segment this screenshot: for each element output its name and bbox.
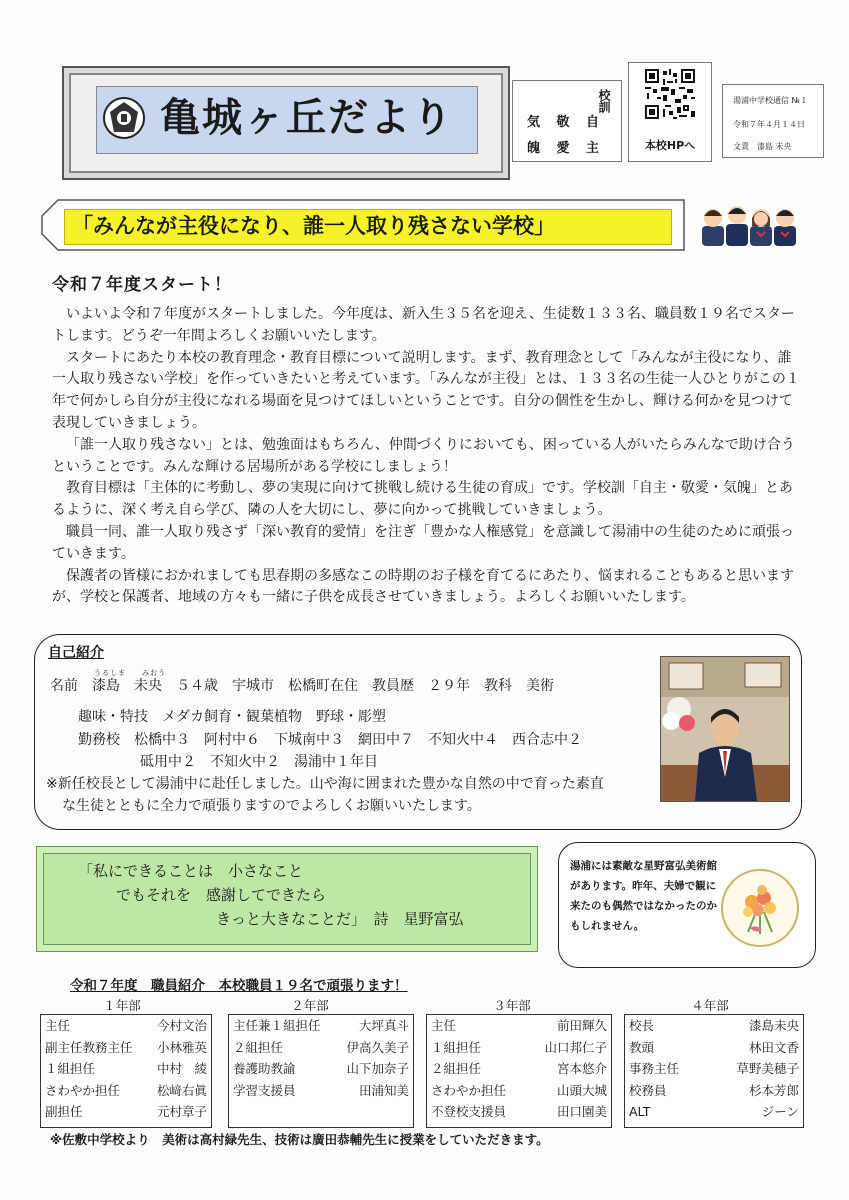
poem-line-2: でもそれを 感謝してできたら xyxy=(116,886,327,904)
staff-role: ALT xyxy=(629,1104,651,1120)
intro-name-line: 名前 漆島 未央 ５４歳 宇城市 松橋町在住 教員歴 ２９年 教科 美術 xyxy=(50,678,554,694)
staff-row xyxy=(229,1037,413,1059)
principal-message xyxy=(52,304,804,609)
issue-info-box xyxy=(722,84,824,158)
staff-heading: 令和７年度 職員紹介 本校職員１９名で頑張ります！ xyxy=(70,978,408,994)
school-emblem-icon xyxy=(102,96,146,140)
staff-name: ジーン xyxy=(761,1104,799,1120)
school-slogan: 「みんなが主役になり、誰一人取り残さない学校」 xyxy=(72,214,555,238)
staff-name: 大坪真斗 xyxy=(358,1018,409,1033)
staff-role: 事務主任 xyxy=(629,1061,680,1077)
staff-name: 今村文治 xyxy=(156,1018,207,1033)
staff-row xyxy=(625,1101,803,1123)
staff-group-grade1 xyxy=(40,1014,212,1128)
staff-role: ２組担任 xyxy=(233,1039,284,1055)
newsletter-number: 湯浦中学校通信 №１ xyxy=(733,96,808,105)
intro-note-line-2: な生徒とともに全力で頑張りますのでよろしくお願いいたします。 xyxy=(62,798,481,814)
motto-label: 校訓 xyxy=(597,89,611,113)
staff-name: 田口園美 xyxy=(556,1104,607,1120)
intro-hobby-line: 趣味・特技 メダカ飼育・観葉植物 野球・彫塑 xyxy=(78,709,386,725)
motto-line-1: 気 敬 自 xyxy=(527,115,606,130)
staff-name: 元村章子 xyxy=(156,1104,207,1120)
staff-role: 副担任 xyxy=(45,1104,83,1120)
staff-name: 中村 綾 xyxy=(156,1061,207,1077)
staff-row xyxy=(229,1015,413,1037)
poem-line-3: きっと大きなことだ」 詩 星野富弘 xyxy=(216,910,464,928)
principal-photo xyxy=(660,656,790,802)
paragraph: 「誰一人取り残さない」とは、勉強面はもちろん、仲間づくりにおいても、困っている人がいたらみんなで助け合うということです。みんな輝ける居場所がある学校にしましょう！ xyxy=(52,436,795,475)
staff-group-admin xyxy=(624,1014,804,1128)
paragraph: 教育目標は「主体的に考動し、夢の実現に向けて挑戦し続ける生徒の育成」です。学校訓「自主・敬愛・気魄」とあるように、深く考え自ら学び、隣の人を大切にし、夢に向かって挑戦していきましょう。 xyxy=(52,480,793,519)
staff-role: 校務員 xyxy=(629,1082,667,1098)
staff-name: 田浦知美 xyxy=(358,1082,409,1098)
staff-role: 校長 xyxy=(629,1018,655,1033)
poem-line-1: 「私にできることは 小さなこと xyxy=(78,862,304,880)
newsletter-title: 亀城ヶ丘だより xyxy=(160,95,454,141)
section-heading: 令和７年度スタート！ xyxy=(52,275,232,295)
staff-role: ２組担任 xyxy=(431,1061,482,1077)
staff-role: 学習支援員 xyxy=(233,1082,296,1098)
paragraph: いよいよ令和７年度がスタートしました。今年度は、新入生３５名を迎え、生徒数１３３名、職員数１９名でスタートします。どうぞ一年間よろしくお願いいたします。 xyxy=(52,306,795,344)
staff-row xyxy=(427,1101,611,1123)
staff-row xyxy=(625,1080,803,1102)
homepage-qr-box[interactable] xyxy=(628,62,712,162)
staff-name: 山口邦仁子 xyxy=(544,1039,607,1055)
staff-row xyxy=(41,1015,211,1037)
issue-date: 令和７年４月１４日 xyxy=(733,120,805,129)
staff-row xyxy=(427,1080,611,1102)
staff-name: 前田輝久 xyxy=(556,1018,607,1033)
staff-role: 主任 xyxy=(45,1018,71,1033)
qr-code-icon[interactable] xyxy=(645,69,695,119)
staff-row xyxy=(41,1101,211,1123)
paragraph: スタートにあたり本校の教育理念・教育目標について説明します。まず、教育理念として「みんなが主役になり、誰一人取り残さない学校」を作っていきたいと考えています。「みんなが主役」とは、１３３名の生徒一人ひとりがこの１年で何かしら自分が主役になれる場面を見つけてほしいということです。自分の個性を生かし、輝ける何かを見つけて表現していきましょう。 xyxy=(52,349,800,431)
staff-footnote: ※佐敷中学校より 美術は高村緑先生、技術は廣田恭輔先生に授業をしていただきます。 xyxy=(50,1132,549,1147)
staff-name: 杉本芳郎 xyxy=(748,1082,799,1098)
grade-label: ２年部 xyxy=(291,998,329,1013)
staff-name: 松﨑右眞 xyxy=(156,1082,207,1098)
staff-row xyxy=(427,1015,611,1037)
editor-credit: 文責 漆島 未央 xyxy=(733,142,792,151)
staff-role: 養護助教諭 xyxy=(233,1061,296,1077)
staff-role: 教頭 xyxy=(629,1039,655,1055)
staff-row xyxy=(427,1058,611,1080)
paragraph: 保護者の皆様におかれましても思春期の多感なこの時期のお子様を育てるにあたり、悩まれることもあると思いますが、学校と保護者、地域の方々も一緒に子供を成長させていきましょう。よろしくお願いいたします。 xyxy=(52,567,794,606)
grade-label: ４年部 xyxy=(691,998,729,1013)
staff-role: さわやか担任 xyxy=(45,1082,121,1098)
staff-role: 副主任教務主任 xyxy=(45,1039,133,1055)
staff-role: １組担任 xyxy=(45,1061,96,1077)
staff-group-grade3 xyxy=(426,1014,612,1128)
flower-bouquet-icon xyxy=(720,868,800,948)
staff-group-grade2 xyxy=(228,1014,414,1128)
paragraph: 職員一同、誰一人取り残さず「深い教育的愛情」を注ぎ「豊かな人権感覚」を意識して湯浦中の生徒のために頑張っていきます。 xyxy=(52,523,794,562)
staff-row xyxy=(41,1058,211,1080)
staff-role: １組担任 xyxy=(431,1039,482,1055)
staff-name: 林田文香 xyxy=(748,1039,799,1055)
staff-row xyxy=(41,1080,211,1102)
staff-name: 草野美穂子 xyxy=(736,1061,799,1077)
staff-row xyxy=(41,1037,211,1059)
staff-role: 主任 xyxy=(431,1018,457,1033)
staff-row xyxy=(427,1037,611,1059)
staff-role: 主任兼１組担任 xyxy=(233,1018,321,1033)
self-introduction-title: 自己紹介 xyxy=(48,645,104,661)
staff-row xyxy=(625,1015,803,1037)
staff-name: 宮本悠介 xyxy=(556,1061,607,1077)
grade-label: １年部 xyxy=(103,998,141,1013)
intro-work-line-2: 砥用中２ 不知火中２ 湯浦中１年目 xyxy=(140,754,378,770)
grade-label: ３年部 xyxy=(493,998,531,1013)
staff-row xyxy=(229,1080,413,1102)
motto-line-2: 魄 愛 主 xyxy=(527,141,606,156)
staff-name: 伊高久美子 xyxy=(346,1039,409,1055)
staff-row xyxy=(625,1037,803,1059)
school-motto-box xyxy=(512,80,622,162)
staff-row xyxy=(625,1058,803,1080)
staff-name: 小林雅英 xyxy=(156,1039,207,1055)
ruby-given-name: みおう xyxy=(142,669,166,677)
staff-row xyxy=(229,1058,413,1080)
homepage-link-label[interactable]: 本校HPへ xyxy=(644,139,696,152)
staff-name: 山下加奈子 xyxy=(346,1061,409,1077)
staff-name: 漆島未央 xyxy=(748,1018,799,1033)
staff-name: 山頭大城 xyxy=(556,1082,607,1098)
staff-role: 不登校支援員 xyxy=(431,1104,507,1120)
ruby-family-name: うるしま xyxy=(94,669,126,677)
museum-note-text: 湯浦には素敵な星野富弘美術館があります。昨年、夫婦で観に来たのも偶然ではなかったのかもしれません。 xyxy=(570,860,717,932)
staff-role: さわやか担任 xyxy=(431,1082,507,1098)
students-group-icon xyxy=(700,202,800,246)
intro-work-line-1: 勤務校 松橋中３ 阿村中６ 下城南中３ 網田中７ 不知火中４ 西合志中２ xyxy=(78,732,582,748)
intro-note-line-1: ※新任校長として湯浦中に赴任しました。山や海に囲まれた豊かな自然の中で育った素直 xyxy=(46,776,604,792)
